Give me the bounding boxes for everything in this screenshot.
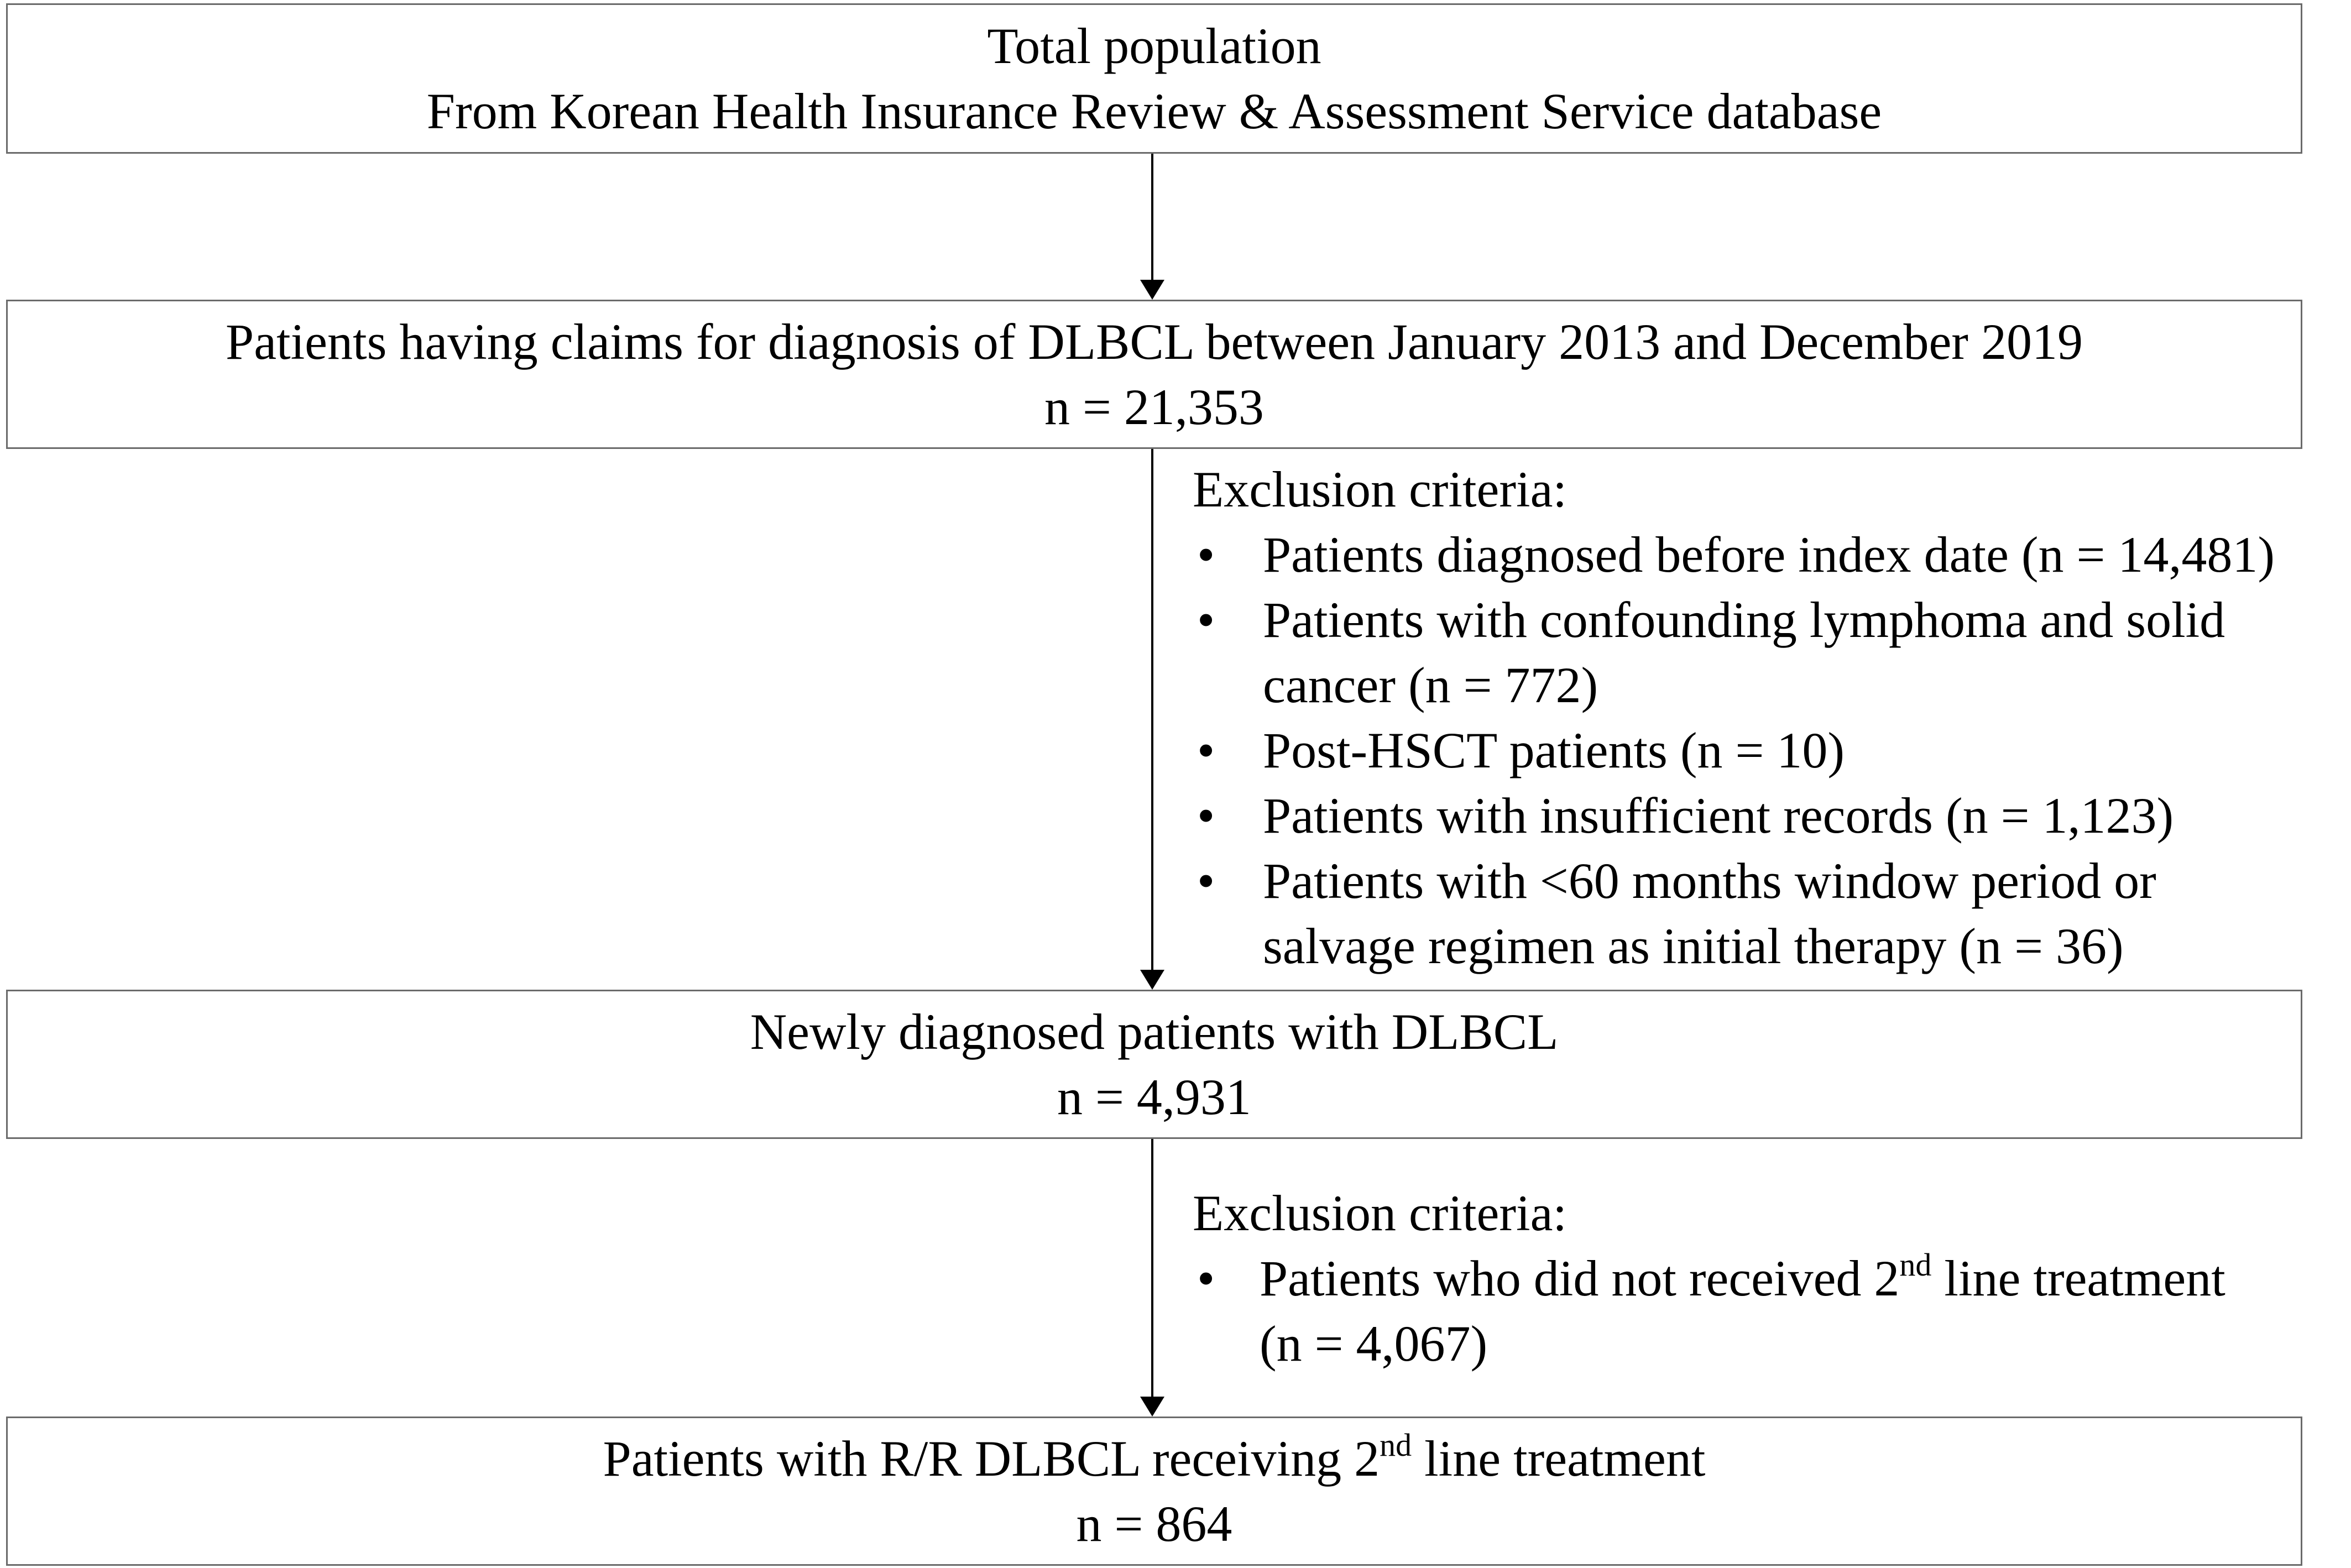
- exclusion-item-text: Patients who did not received 2: [1260, 1250, 1900, 1306]
- bullet: •: [1197, 787, 1215, 844]
- exclusion-item-text-cont: salvage regimen as initial therapy (n = 36): [1263, 918, 2124, 974]
- rr-text-pre: Patients with R/R DLBCL receiving 2: [603, 1430, 1380, 1487]
- exclusion-item-text-cont: (n = 4,067): [1260, 1315, 1488, 1372]
- exclusion-item-text-end: line treatment: [1931, 1250, 2225, 1306]
- total-population-source: From Korean Health Insurance Review & Assessment Service database: [426, 83, 1882, 139]
- arrowhead-1: [1140, 280, 1164, 300]
- arrowhead-2: [1140, 970, 1164, 990]
- bullet: •: [1197, 592, 1215, 648]
- exclusion-item-text: Patients diagnosed before index date (n = 14,481): [1263, 526, 2275, 583]
- exclusion-item: [1193, 587, 2275, 718]
- newly-diagnosed-description: Newly diagnosed patients with DLBCL: [750, 1003, 1559, 1060]
- exclusion-item: [1193, 718, 2275, 783]
- exclusion-criteria-2: [1193, 1180, 2225, 1376]
- exclusion-criteria-1: [1193, 457, 2275, 979]
- newly-diagnosed-box: [6, 990, 2302, 1139]
- exclusion-item: [1193, 1246, 2225, 1376]
- claims-box: [6, 300, 2302, 449]
- total-population-title: Total population: [987, 18, 1321, 74]
- exclusion-item-text: Patients with <60 months window period or: [1263, 853, 2156, 909]
- total-population-box: [6, 3, 2302, 154]
- newly-diagnosed-count: n = 4,931: [1057, 1069, 1251, 1125]
- claims-description: Patients having claims for diagnosis of DLBCL between January 2013 and December 2019: [226, 313, 2083, 370]
- ordinal-superscript: nd: [1380, 1427, 1412, 1463]
- bullet: •: [1197, 526, 1215, 583]
- exclusion-heading-2: Exclusion criteria:: [1193, 1185, 1567, 1241]
- exclusion-item: [1193, 783, 2275, 848]
- rr-text-post: line treatment: [1412, 1430, 1706, 1487]
- exclusion-item: [1193, 522, 2275, 587]
- bullet: •: [1197, 853, 1215, 909]
- rr-dlbcl-box: [6, 1417, 2302, 1566]
- rr-dlbcl-count: n = 864: [1076, 1496, 1232, 1552]
- arrowhead-3: [1140, 1397, 1164, 1417]
- bullet: •: [1197, 722, 1215, 778]
- exclusion-item-text-cont: cancer (n = 772): [1263, 657, 1598, 713]
- exclusion-heading-1: Exclusion criteria:: [1193, 461, 1567, 518]
- rr-dlbcl-description: [603, 1426, 1706, 1491]
- exclusion-item-text: Patients with confounding lymphoma and solid: [1263, 592, 2225, 648]
- exclusion-item: [1193, 848, 2275, 979]
- exclusion-item-text: Patients with insufficient records (n = 1,123): [1263, 787, 2174, 844]
- claims-count: n = 21,353: [1044, 379, 1264, 435]
- exclusion-item-text: Post-HSCT patients (n = 10): [1263, 722, 1845, 778]
- ordinal-superscript: nd: [1899, 1247, 1932, 1283]
- bullet: •: [1197, 1250, 1215, 1306]
